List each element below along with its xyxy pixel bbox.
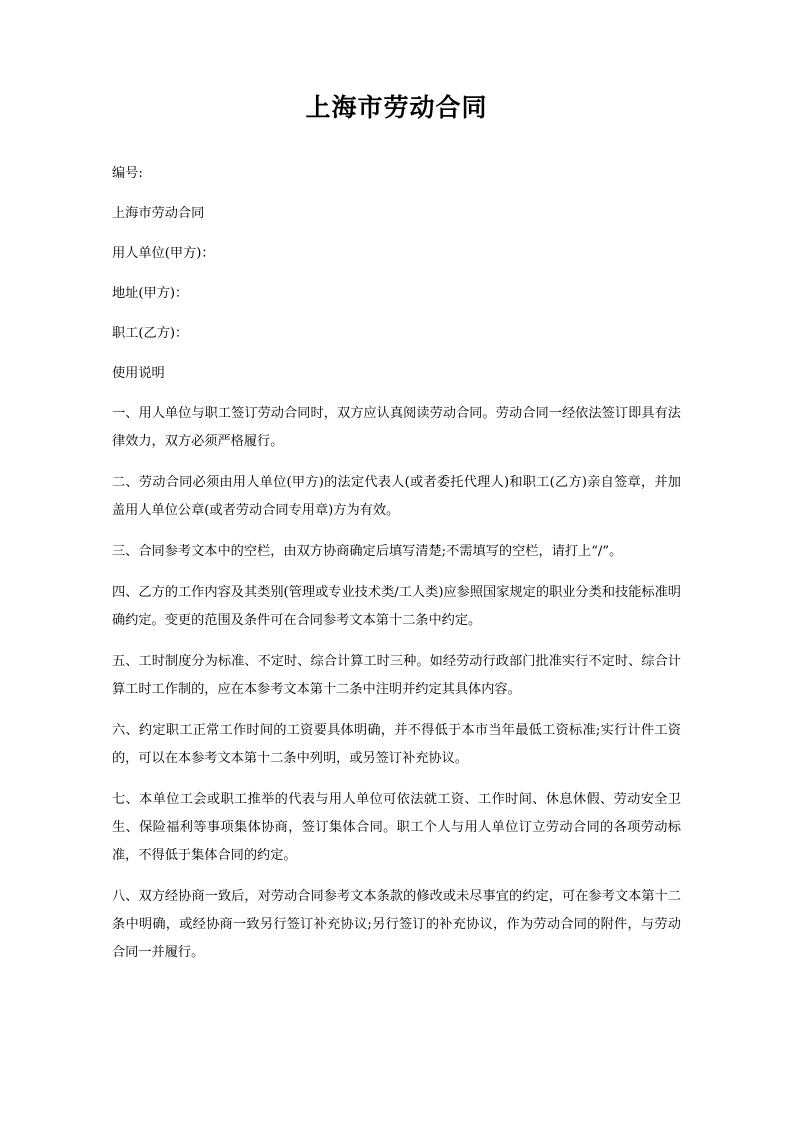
paragraph-instruction-4: 四、乙方的工作内容及其类别(管理或专业技术类/工人类)应参照国家规定的职业分类和技能标准明确约定。变更的范围及条件可在合同参考文本第十二条中约定。 (112, 584, 681, 628)
paragraph-instruction-7: 七、本单位工会或职工推举的代表与用人单位可依法就工资、工作时间、休息休假、劳动安全卫生、保险福利等事项集体协商，签订集体合同。职工个人与用人单位订立劳动合同的各项劳动标准，不得低于集体合同的约定。 (112, 791, 681, 863)
paragraph-instruction-6: 六、约定职工正常工作时间的工资要具体明确，并不得低于本市当年最低工资标准;实行计件工资的，可以在本参考文本第十二条中列明，或另签订补充协议。 (112, 722, 681, 766)
paragraph-address-field: 地址(甲方)： (112, 285, 189, 301)
page-title: 上海市劳动合同 (305, 93, 488, 122)
paragraph-instruction-8: 八、双方经协商一致后，对劳动合同参考文本条款的修改或未尽事宜的约定，可在参考文本第十二条中明确，或经协商一致另行签订补充协议;另行签订的补充协议，作为劳动合同的附件，与劳动合同一并履行。 (112, 888, 681, 960)
paragraph-instruction-1: 一、用人单位与职工签订劳动合同时，双方应认真阅读劳动合同。劳动合同一经依法签订即具有法律效力，双方必须严格履行。 (112, 405, 681, 449)
paragraph-employee-field: 职工(乙方)： (112, 325, 189, 341)
paragraph-instructions-heading: 使用说明 (112, 365, 165, 381)
paragraph-instruction-5: 五、工时制度分为标准、不定时、综合计算工时三种。如经劳动行政部门批准实行不定时、综合计算工时工作制的，应在本参考文本第十二条中注明并约定其具体内容。 (112, 653, 681, 697)
paragraph-number-label: 编号: (112, 166, 143, 181)
paragraph-employer-field: 用人单位(甲方)： (112, 245, 215, 261)
paragraph-instruction-3: 三、合同参考文本中的空栏，由双方协商确定后填写清楚;不需填写的空栏，请打上“/”。 (112, 543, 623, 559)
paragraph-instruction-2: 二、劳动合同必须由用人单位(甲方)的法定代表人(或者委托代理人)和职工(乙方)亲自签章，并加盖用人单位公章(或者劳动合同专用章)方为有效。 (112, 474, 681, 518)
paragraph-contract-name: 上海市劳动合同 (112, 205, 205, 221)
